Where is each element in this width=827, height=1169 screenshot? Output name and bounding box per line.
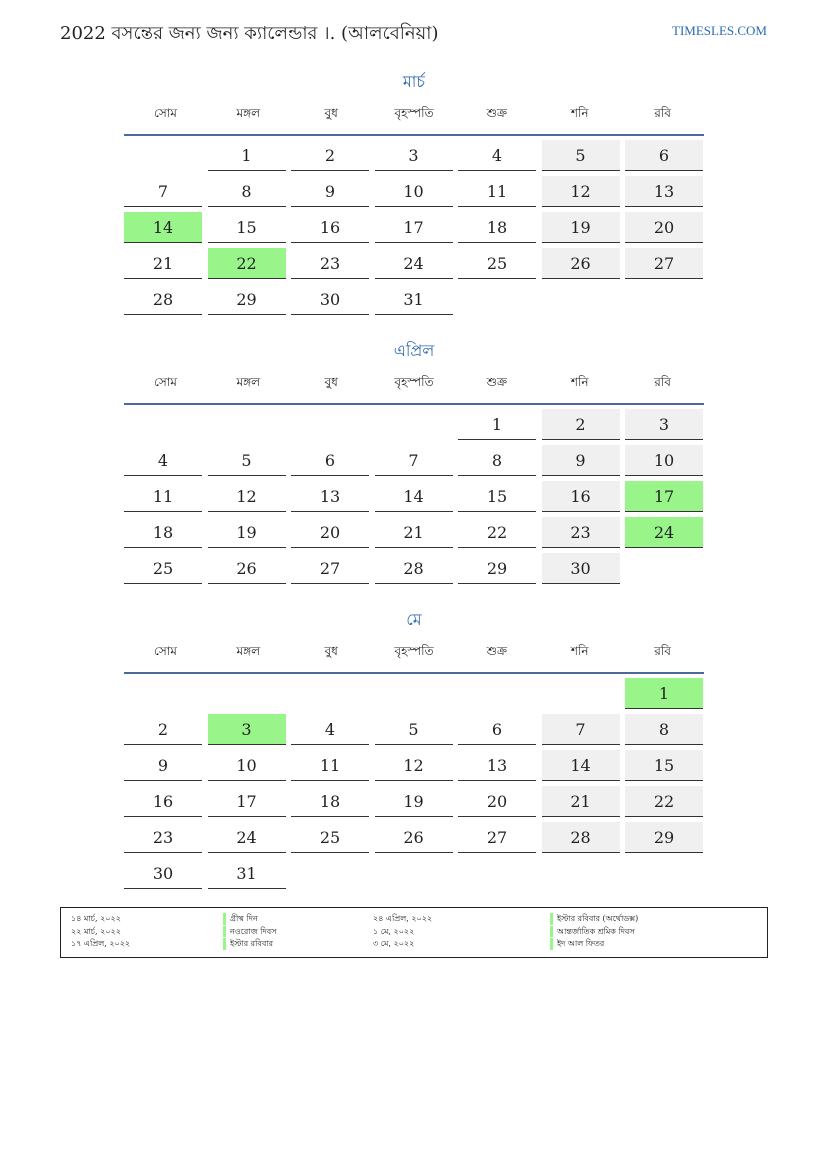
day-cell: 21 xyxy=(124,248,202,279)
holiday-day-cell: 24 xyxy=(625,517,703,548)
empty-cell xyxy=(458,678,536,709)
weekday-label: শনি xyxy=(570,644,589,658)
day-cell: 4 xyxy=(291,714,369,745)
empty-cell xyxy=(291,678,369,709)
day-cell: 30 xyxy=(124,858,202,889)
day-cell: 26 xyxy=(375,822,453,853)
day-cell: 28 xyxy=(375,553,453,584)
month-name: মে xyxy=(406,610,422,629)
weekday-label: মঙ্গল xyxy=(236,644,261,658)
month-name: এপ্রিল xyxy=(393,341,435,360)
month-april xyxy=(124,339,704,584)
weekend-day-cell: 7 xyxy=(542,714,620,745)
day-cell: 25 xyxy=(124,553,202,584)
legend-grid xyxy=(71,913,757,950)
weekday-label: বৃহস্পতি xyxy=(394,106,434,120)
weekend-day-cell: 13 xyxy=(625,176,703,207)
day-cell: 16 xyxy=(124,786,202,817)
weekday-label: বুধ xyxy=(324,375,338,389)
day-cell: 25 xyxy=(458,248,536,279)
empty-cell xyxy=(124,409,202,440)
day-cell: 28 xyxy=(124,284,202,315)
weekend-day-cell: 15 xyxy=(625,750,703,781)
legend-date: ১ মে, ২০২২ xyxy=(373,926,415,936)
weekend-day-cell: 28 xyxy=(542,822,620,853)
day-cell: 19 xyxy=(375,786,453,817)
empty-cell xyxy=(124,678,202,709)
day-cell: 31 xyxy=(208,858,286,889)
day-cell: 4 xyxy=(458,140,536,171)
legend-date: ৩ মে, ২০২২ xyxy=(373,939,415,948)
empty-cell xyxy=(291,409,369,440)
weekend-day-cell: 22 xyxy=(625,786,703,817)
month-march xyxy=(124,70,704,315)
weekday-label: সোম xyxy=(153,644,177,658)
legend-name: ইদ আল ফিতর xyxy=(550,938,750,950)
weekday-header xyxy=(124,96,704,134)
weekend-day-cell: 5 xyxy=(542,140,620,171)
page-title: 2022 বসন্তের জন্য জন্য ক্যালেন্ডার ।. (আলবেনিয়া) xyxy=(60,23,439,44)
day-cell: 29 xyxy=(458,553,536,584)
weekend-day-cell: 14 xyxy=(542,750,620,781)
day-grid xyxy=(124,409,704,584)
day-cell: 29 xyxy=(208,284,286,315)
day-cell: 30 xyxy=(291,284,369,315)
holiday-legend xyxy=(60,907,768,958)
day-cell: 24 xyxy=(375,248,453,279)
day-cell: 13 xyxy=(458,750,536,781)
weekday-label: শনি xyxy=(570,375,589,389)
day-cell: 22 xyxy=(458,517,536,548)
weekday-label: বৃহস্পতি xyxy=(394,375,434,389)
weekday-label: শুক্র xyxy=(486,644,508,658)
weekday-label: শুক্র xyxy=(486,106,508,120)
month-may xyxy=(124,608,704,889)
weekend-day-cell: 26 xyxy=(542,248,620,279)
weekend-day-cell: 16 xyxy=(542,481,620,512)
site-link[interactable]: TIMESLES.COM xyxy=(672,23,767,38)
day-cell: 26 xyxy=(208,553,286,584)
weekend-day-cell: 3 xyxy=(625,409,703,440)
day-cell: 15 xyxy=(208,212,286,243)
weekend-day-cell: 27 xyxy=(625,248,703,279)
weekend-day-cell: 30 xyxy=(542,553,620,584)
day-cell: 8 xyxy=(208,176,286,207)
weekday-label: রবি xyxy=(654,375,671,389)
weekday-label: বুধ xyxy=(324,106,338,120)
header-rule xyxy=(124,134,704,136)
weekday-label: মঙ্গল xyxy=(236,375,261,389)
day-cell: 7 xyxy=(375,445,453,476)
day-cell: 12 xyxy=(208,481,286,512)
day-cell: 10 xyxy=(375,176,453,207)
empty-cell xyxy=(375,678,453,709)
header-rule xyxy=(124,403,704,405)
day-cell: 27 xyxy=(291,553,369,584)
weekday-header xyxy=(124,634,704,672)
day-cell: 6 xyxy=(458,714,536,745)
day-grid xyxy=(124,140,704,315)
day-cell: 4 xyxy=(124,445,202,476)
legend-name: ইস্টার রবিবার xyxy=(223,938,373,950)
day-cell: 23 xyxy=(124,822,202,853)
weekday-label: বৃহস্পতি xyxy=(394,644,434,658)
empty-cell xyxy=(375,409,453,440)
weekday-label: রবি xyxy=(654,106,671,120)
weekend-day-cell: 20 xyxy=(625,212,703,243)
day-cell: 8 xyxy=(458,445,536,476)
day-cell: 2 xyxy=(291,140,369,171)
day-cell: 19 xyxy=(208,517,286,548)
empty-cell xyxy=(124,140,202,171)
day-cell: 2 xyxy=(124,714,202,745)
day-cell: 18 xyxy=(458,212,536,243)
holiday-day-cell: 1 xyxy=(625,678,703,709)
day-cell: 16 xyxy=(291,212,369,243)
day-cell: 5 xyxy=(375,714,453,745)
weekend-day-cell: 19 xyxy=(542,212,620,243)
weekend-day-cell: 21 xyxy=(542,786,620,817)
weekend-day-cell: 6 xyxy=(625,140,703,171)
weekend-day-cell: 12 xyxy=(542,176,620,207)
empty-cell xyxy=(208,409,286,440)
day-cell: 3 xyxy=(375,140,453,171)
legend-date: ১৭ এপ্রিল, ২০২২ xyxy=(71,939,131,948)
holiday-day-cell: 3 xyxy=(208,714,286,745)
day-cell: 5 xyxy=(208,445,286,476)
day-cell: 13 xyxy=(291,481,369,512)
day-cell: 1 xyxy=(458,409,536,440)
day-cell: 15 xyxy=(458,481,536,512)
weekend-day-cell: 8 xyxy=(625,714,703,745)
weekday-header xyxy=(124,365,704,403)
day-cell: 6 xyxy=(291,445,369,476)
weekday-label: রবি xyxy=(654,644,671,658)
legend-date: ২৪ এপ্রিল, ২০২২ xyxy=(373,914,433,923)
legend-name: আন্তর্জাতিক শ্রমিক দিবস xyxy=(550,926,750,938)
legend-name: ইস্টার রবিবার (অর্থোডক্স) xyxy=(550,913,750,925)
day-cell: 11 xyxy=(124,481,202,512)
day-cell: 27 xyxy=(458,822,536,853)
weekend-day-cell: 2 xyxy=(542,409,620,440)
weekday-label: সোম xyxy=(153,375,177,389)
holiday-day-cell: 14 xyxy=(124,212,202,243)
day-cell: 23 xyxy=(291,248,369,279)
weekend-day-cell: 10 xyxy=(625,445,703,476)
day-cell: 11 xyxy=(291,750,369,781)
weekend-day-cell: 29 xyxy=(625,822,703,853)
day-cell: 18 xyxy=(124,517,202,548)
weekday-label: বুধ xyxy=(324,644,338,658)
day-cell: 9 xyxy=(291,176,369,207)
day-cell: 24 xyxy=(208,822,286,853)
weekend-day-cell: 23 xyxy=(542,517,620,548)
empty-cell xyxy=(208,678,286,709)
day-cell: 10 xyxy=(208,750,286,781)
day-cell: 1 xyxy=(208,140,286,171)
weekday-label: সোম xyxy=(153,106,177,120)
legend-date: ১৪ মার্চ, ২০২২ xyxy=(71,914,121,923)
weekday-label: শুক্র xyxy=(486,375,508,389)
weekend-day-cell: 9 xyxy=(542,445,620,476)
legend-name: নওরোজ দিবস xyxy=(223,926,373,938)
day-grid xyxy=(124,678,704,889)
weekday-label: মঙ্গল xyxy=(236,106,261,120)
day-cell: 17 xyxy=(208,786,286,817)
day-cell: 25 xyxy=(291,822,369,853)
day-cell: 7 xyxy=(124,176,202,207)
day-cell: 18 xyxy=(291,786,369,817)
day-cell: 11 xyxy=(458,176,536,207)
day-cell: 31 xyxy=(375,284,453,315)
day-cell: 20 xyxy=(291,517,369,548)
day-cell: 17 xyxy=(375,212,453,243)
day-cell: 21 xyxy=(375,517,453,548)
legend-name: গ্রীষ্ম দিন xyxy=(223,913,373,925)
day-cell: 14 xyxy=(375,481,453,512)
day-cell: 9 xyxy=(124,750,202,781)
month-name: মার্চ xyxy=(402,72,426,91)
holiday-day-cell: 17 xyxy=(625,481,703,512)
holiday-day-cell: 22 xyxy=(208,248,286,279)
weekday-label: শনি xyxy=(570,106,589,120)
empty-cell xyxy=(542,678,620,709)
day-cell: 12 xyxy=(375,750,453,781)
legend-date: ২২ মার্চ, ২০২২ xyxy=(71,926,121,936)
header-rule xyxy=(124,672,704,674)
day-cell: 20 xyxy=(458,786,536,817)
